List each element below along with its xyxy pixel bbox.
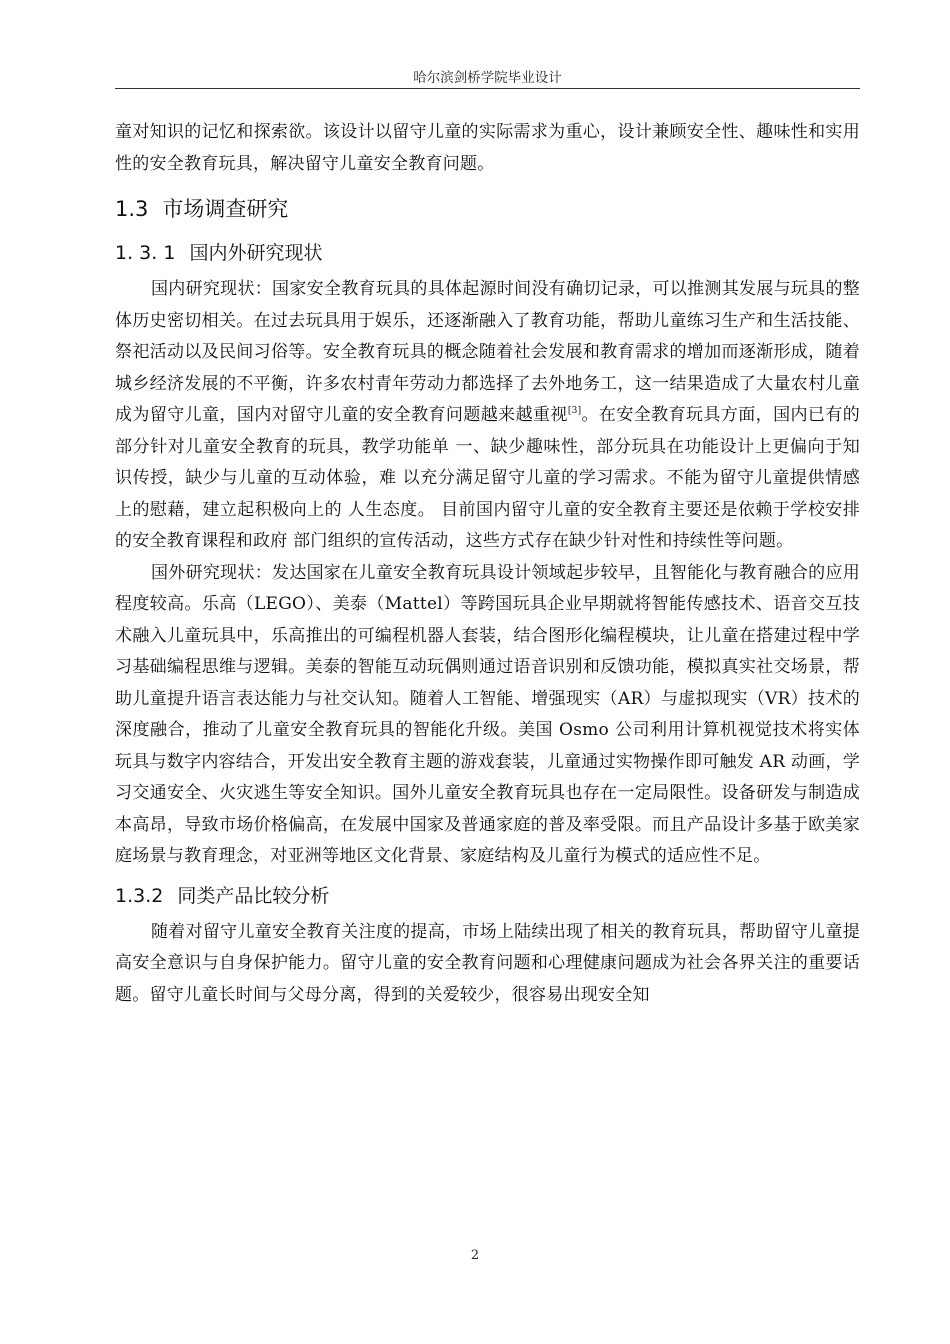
citation-ref[interactable]: [3] xyxy=(567,406,582,416)
section-heading-1-3-2 xyxy=(115,875,860,917)
intro-paragraph: 童对知识的记忆和探索欲。该设计以留守儿童的实际需求为重心，设计兼顾安全性、趣味性和实用性的安全教育玩具，解决留守儿童安全教育问题。 xyxy=(115,122,860,174)
section-title: 国内外研究现状 xyxy=(189,242,323,264)
section-number: 1. 3. 1 xyxy=(115,242,176,264)
section-title: 同类产品比较分析 xyxy=(177,884,330,907)
section-title: 市场调查研究 xyxy=(162,197,289,221)
header-divider xyxy=(115,88,860,89)
page-header: 哈尔滨剑桥学院毕业设计 xyxy=(413,70,562,86)
section-heading-1-3 xyxy=(115,188,860,230)
foreign-research-paragraph: 国外研究现状：发达国家在儿童安全教育玩具设计领域起步较早，且智能化与教育融合的应用程度较高。乐高（LEGO）、美泰（Mattel）等跨国玩具企业早期就将智能传感技术、语音交互技术融入儿童玩具中，乐高推出的可编程机器人套装，结合图形化编程模块，让儿童在搭建过程中学习基础编程思维与逻辑。美泰的智能互动玩偶则通过语音识别和反馈功能，模拟真实社交场景，帮助儿童提升语言表达能力与社交认知。随着人工智能、增强现实（AR）与虚拟现实（VR）技术的深度融合，推动了儿童安全教育玩具的智能化升级。美国 Osmo 公司利用计算机视觉技术将实体玩具与数字内容结合，开发出安全教育主题的游戏套装，儿童通过实物操作即可触发 AR 动画，学习交通安全、火灾逃生等安全知识。国外儿童安全教育玩具也存在一定局限性。设备研发与制造成本高昂，导致市场价格偏高，在发展中国家及普通家庭的普及率受限。而且产品设计多基于欧美家庭场景与教育理念，对亚洲等地区文化背景、家庭结构及儿童行为模式的适应性不足。 xyxy=(115,562,860,866)
section-number: 1.3 xyxy=(115,197,149,221)
section-heading-1-3-1 xyxy=(115,232,860,274)
section-number: 1.3.2 xyxy=(115,884,164,907)
comparison-paragraph: 随着对留守儿童安全教育关注度的提高，市场上陆续出现了相关的教育玩具，帮助留守儿童提高安全意识与自身保护能力。留守儿童的安全教育问题和心理健康问题成为社会各界关注的重要话题。留守儿童长时间与父母分离，得到的关爱较少，很容易出现安全知 xyxy=(115,921,860,1005)
page-number: 2 xyxy=(470,1248,480,1263)
domestic-research-paragraph xyxy=(115,274,860,558)
page-content xyxy=(115,117,860,1011)
domestic-text-part2: 。在安全教育玩具方面，国内已有的部分针对儿童安全教育的玩具，教学功能单 一、缺少趣味性，部分玩具在功能设计上更偏向于知识传授，缺少与儿童的互动体验，难 以充分满足留守儿童的学习需求。不能为留守儿童提供情感上的慰藉，建立起积极向上的 人生态度。 目前国内留守儿童的安全教育主要还是依赖于学校安排的安全教育课程和政府 部门组织的宣传活动，这些方式存在缺少针对性和持续性等问题。 xyxy=(115,405,861,551)
domestic-text-part1: 国内研究现状：国家安全教育玩具的具体起源时间没有确切记录，可以推测其发展与玩具的整体历史密切相关。在过去玩具用于娱乐，还逐渐融入了教育功能，帮助儿童练习生产和生活技能、祭祀活动以及民间习俗等。安全教育玩具的概念随着社会发展和教育需求的增加而逐渐形成，随着城乡经济发展的不平衡，许多农村青年劳动力都选择了去外地务工，这一结果造成了大量农村儿童成为留守儿童，国内对留守儿童的安全教育问题越来越重视 xyxy=(115,279,860,425)
